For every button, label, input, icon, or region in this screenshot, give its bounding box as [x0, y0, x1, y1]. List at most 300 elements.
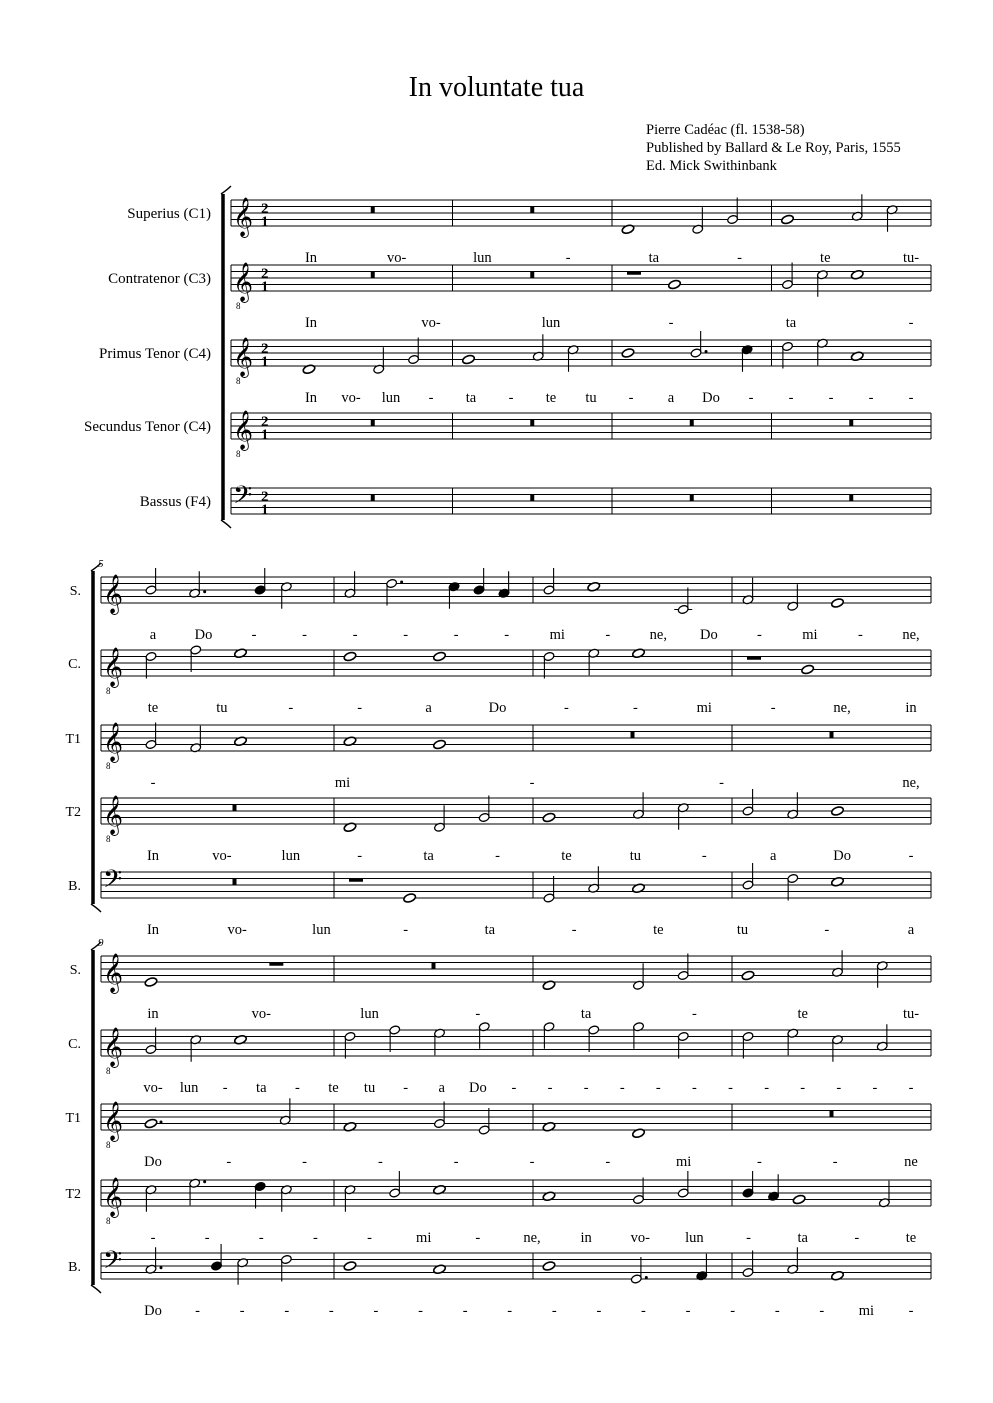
note-head — [542, 812, 556, 823]
lyric-syllable: mi — [549, 627, 565, 643]
note-head — [668, 279, 682, 290]
lyric-syllable: te — [545, 390, 557, 406]
staff-2 — [68, 1022, 931, 1096]
lyric-syllable: mi — [416, 1230, 432, 1246]
editor-credit: Ed. Mick Swithinbank — [646, 158, 777, 174]
lyric-syllable: In — [146, 848, 160, 864]
lyric-syllable: - — [453, 1154, 459, 1170]
whole-rest — [371, 420, 375, 427]
lyric-syllable: lun — [281, 848, 301, 864]
lyric-syllable: - — [403, 627, 409, 643]
time-signature-bottom: 1 — [261, 354, 269, 370]
lyric-syllable: - — [872, 1080, 878, 1096]
lyric-syllable: lun — [179, 1080, 199, 1096]
lyric-syllable: - — [854, 1230, 860, 1246]
note-head — [343, 736, 357, 747]
lyric-syllable: - — [288, 700, 294, 716]
lyric-syllable: - — [284, 1303, 290, 1319]
note-head — [302, 364, 316, 375]
voice-name: Secundus Tenor (C4) — [84, 419, 211, 435]
staff-2 — [68, 645, 931, 716]
lyric-syllable: - — [632, 700, 638, 716]
staff-5 — [140, 482, 931, 518]
lyric-syllable: Do — [699, 627, 718, 643]
lyric-syllable: - — [756, 627, 762, 643]
note-head — [781, 214, 795, 225]
lyric-syllable: Do — [144, 1154, 162, 1170]
lyric-syllable: Do — [488, 700, 507, 716]
lyric-syllable: a — [667, 390, 675, 406]
lyric-syllable: in — [580, 1230, 592, 1246]
voice-abbreviation: B. — [68, 1260, 81, 1275]
lyric-syllable: - — [908, 1080, 914, 1096]
lyric-syllable: - — [507, 1303, 513, 1319]
whole-rest — [371, 207, 375, 214]
lyric-syllable: - — [462, 1303, 468, 1319]
lyric-syllable: - — [701, 848, 707, 864]
note-head — [433, 1184, 447, 1195]
half-rest — [747, 657, 761, 660]
lyric-syllable: in — [905, 700, 917, 716]
lyric-syllable: - — [628, 390, 634, 406]
composer-credit: Pierre Cadéac (fl. 1538-58) — [646, 122, 805, 138]
lyric-syllable: - — [565, 250, 571, 266]
lyric-syllable: - — [529, 1154, 535, 1170]
whole-rest — [631, 732, 635, 739]
lyric-syllable: - — [824, 922, 830, 938]
score-title: In voluntate tua — [408, 72, 585, 103]
staff-4 — [84, 411, 931, 459]
treble-clef-icon: 𝄞 — [233, 412, 254, 449]
system-3 — [65, 937, 931, 1319]
lyric-syllable: - — [222, 1080, 228, 1096]
time-signature-bottom: 1 — [261, 279, 269, 295]
note-head — [621, 224, 635, 235]
note-head — [343, 651, 357, 662]
note-head — [462, 354, 476, 365]
lyric-syllable: - — [495, 848, 500, 864]
lyric-syllable: lun — [541, 315, 561, 331]
lyric-syllable: te — [561, 848, 572, 864]
whole-rest — [233, 879, 237, 886]
staff-4 — [65, 1171, 931, 1246]
bracket-hook-bottom — [91, 1285, 101, 1293]
lyric-syllable: ne, — [649, 627, 667, 643]
augmentation-dot — [160, 1266, 163, 1269]
lyric-syllable: - — [475, 1230, 481, 1246]
treble-clef-icon: 𝄞 — [103, 1179, 124, 1216]
lyric-syllable: - — [730, 1303, 736, 1319]
lyric-syllable: ne, — [902, 627, 920, 643]
whole-rest — [530, 420, 534, 427]
treble-clef-icon: 𝄞 — [233, 199, 254, 236]
lyric-syllable: - — [428, 390, 434, 406]
treble-clef-icon: 𝄞 — [233, 264, 254, 301]
lyric-syllable: - — [564, 700, 569, 716]
augmentation-dot — [203, 590, 206, 593]
note-head — [632, 648, 646, 659]
octave-marker: 8 — [106, 761, 111, 771]
treble-clef-icon: 𝄞 — [103, 576, 124, 613]
note-head — [831, 806, 845, 817]
lyric-syllable: - — [746, 1230, 751, 1246]
system-1 — [84, 186, 931, 528]
note-head — [542, 980, 556, 991]
treble-clef-icon: 𝄞 — [103, 649, 124, 686]
voice-abbreviation: B. — [68, 879, 81, 894]
octave-marker: 8 — [106, 686, 111, 696]
lyric-syllable: vo- — [251, 1006, 271, 1022]
lyric-syllable: lun — [381, 390, 401, 406]
lyric-syllable: - — [475, 1006, 481, 1022]
bracket-hook-bottom — [221, 520, 231, 528]
lyric-syllable: In — [304, 315, 318, 331]
note-head — [850, 269, 864, 280]
lyric-syllable: ne, — [902, 775, 920, 791]
note-head — [801, 664, 815, 675]
lyric-syllable: tu — [585, 390, 597, 406]
lyric-syllable: tu- — [902, 250, 920, 266]
note-head — [621, 348, 635, 359]
bass-clef-icon: 𝄢 — [233, 482, 253, 515]
lyric-syllable: - — [908, 390, 914, 406]
lyric-syllable: tu- — [902, 1006, 920, 1022]
lyric-syllable: - — [547, 1080, 553, 1096]
octave-marker: 8 — [236, 449, 241, 459]
note-head — [587, 581, 601, 592]
whole-rest — [690, 495, 694, 502]
lyric-syllable: a — [149, 627, 157, 643]
lyric-syllable: vo- — [227, 922, 247, 938]
treble-clef-icon: 𝄞 — [103, 1029, 124, 1066]
lyric-syllable: - — [692, 1080, 697, 1096]
lyric-syllable: ta — [484, 922, 496, 938]
voice-name: Contratenor (C3) — [108, 271, 211, 287]
note-head — [741, 970, 755, 981]
lyric-syllable: - — [668, 315, 674, 331]
voice-abbreviation: T2 — [65, 805, 81, 820]
lyric-syllable: lun — [312, 922, 331, 938]
note-head — [234, 736, 248, 747]
staff-1 — [70, 950, 931, 1022]
lyric-syllable: - — [504, 627, 510, 643]
lyric-syllable: - — [828, 390, 834, 406]
whole-rest — [432, 963, 436, 970]
voice-name: Superius (C1) — [127, 206, 211, 222]
lyric-syllable: ta — [648, 250, 660, 266]
staff-2 — [108, 263, 931, 332]
lyric-syllable: - — [551, 1303, 557, 1319]
lyric-syllable: - — [204, 1230, 210, 1246]
lyric-syllable: - — [868, 390, 874, 406]
half-rest — [269, 963, 283, 966]
note-head — [144, 1118, 158, 1129]
lyric-syllable: - — [357, 848, 363, 864]
lyric-syllable: - — [908, 848, 914, 864]
lyric-syllable: - — [150, 775, 156, 791]
voice-abbreviation: T1 — [65, 732, 81, 747]
lyric-syllable: - — [313, 1230, 318, 1246]
whole-rest — [371, 272, 375, 279]
note-head — [850, 351, 864, 362]
lyric-syllable: Do — [194, 627, 213, 643]
half-rest — [627, 272, 641, 275]
lyric-syllable: lun — [685, 1230, 704, 1246]
whole-rest — [849, 495, 853, 502]
note-head — [343, 1261, 357, 1272]
lyric-syllable: te — [820, 250, 831, 266]
time-signature-top: 2 — [261, 201, 269, 217]
augmentation-dot — [705, 350, 708, 353]
time-signature-top: 2 — [261, 266, 269, 282]
lyric-syllable: - — [692, 1006, 697, 1022]
lyric-syllable: - — [511, 1080, 517, 1096]
voice-abbreviation: S. — [69, 963, 81, 978]
whole-rest — [530, 207, 534, 214]
half-rest — [349, 879, 363, 882]
lyric-syllable: ta — [465, 390, 477, 406]
measure-number: 5 — [98, 558, 104, 570]
whole-rest — [690, 420, 694, 427]
lyric-syllable: - — [756, 1154, 762, 1170]
lyric-syllable: in — [147, 1006, 159, 1022]
lyric-syllable: - — [605, 627, 611, 643]
lyric-syllable: a — [907, 922, 915, 938]
note-head — [542, 1121, 556, 1132]
lyric-syllable: - — [302, 1154, 308, 1170]
treble-clef-icon: 𝄞 — [233, 339, 254, 376]
note-head — [343, 1121, 357, 1132]
staff-3 — [65, 723, 931, 792]
lyric-syllable: ta — [423, 848, 434, 864]
lyric-syllable: ne — [904, 1154, 918, 1170]
octave-marker: 8 — [236, 376, 241, 386]
lyric-syllable: vo- — [143, 1080, 163, 1096]
lyric-syllable: mi — [858, 1303, 875, 1319]
lyric-syllable: tu — [736, 922, 749, 938]
lyric-syllable: ne, — [523, 1230, 541, 1246]
lyric-syllable: - — [150, 1230, 156, 1246]
time-signature-bottom: 1 — [261, 502, 269, 518]
lyric-syllable: - — [226, 1154, 232, 1170]
lyric-syllable: - — [774, 1303, 780, 1319]
voice-abbreviation: C. — [68, 657, 81, 672]
lyric-syllable: - — [239, 1303, 245, 1319]
voice-abbreviation: T2 — [65, 1187, 81, 1202]
lyric-syllable: vo- — [387, 250, 407, 266]
lyric-syllable: In — [304, 250, 318, 266]
bass-clef-icon: 𝄢 — [103, 866, 123, 899]
lyric-syllable: - — [836, 1080, 842, 1096]
lyric-syllable: - — [352, 627, 358, 643]
lyric-syllable: a — [425, 700, 432, 716]
note-head — [343, 822, 357, 833]
note-head — [632, 1128, 646, 1139]
note-head — [831, 1270, 845, 1281]
lyric-syllable: a — [769, 848, 777, 864]
lyric-syllable: - — [685, 1303, 691, 1319]
measure-number: 9 — [98, 937, 104, 949]
lyric-syllable: - — [373, 1303, 379, 1319]
note-head — [144, 977, 158, 988]
lyric-syllable: te — [328, 1080, 339, 1096]
lyric-syllable: - — [788, 390, 794, 406]
lyric-syllable: - — [418, 1303, 423, 1319]
lyric-syllable: lun — [360, 1006, 379, 1022]
lyric-syllable: - — [367, 1230, 372, 1246]
time-signature-top: 2 — [261, 489, 269, 505]
time-signature-top: 2 — [261, 341, 269, 357]
staff-4 — [65, 789, 931, 864]
lyric-syllable: ta — [797, 1230, 808, 1246]
lyric-syllable: Do — [144, 1303, 162, 1319]
note-head — [831, 876, 845, 887]
whole-rest — [830, 1111, 834, 1118]
voice-abbreviation: T1 — [65, 1111, 81, 1126]
lyric-syllable: - — [737, 250, 742, 266]
lyric-syllable: - — [258, 1230, 264, 1246]
lyric-syllable: ne, — [833, 700, 851, 716]
note-head — [542, 1261, 556, 1272]
augmentation-dot — [400, 581, 403, 584]
staff-5 — [68, 1244, 931, 1319]
lyric-syllable: tu — [363, 1080, 376, 1096]
staff-1 — [127, 194, 931, 266]
whole-rest — [371, 495, 375, 502]
lyric-syllable: - — [403, 1080, 409, 1096]
note-head — [403, 893, 417, 904]
lyric-syllable: - — [728, 1080, 733, 1096]
note-head — [831, 598, 845, 609]
lyric-syllable: - — [748, 390, 754, 406]
lyric-syllable: - — [605, 1154, 611, 1170]
note-head — [234, 1034, 248, 1045]
lyric-syllable: - — [908, 1303, 914, 1319]
lyric-syllable: - — [251, 627, 257, 643]
whole-rest — [530, 272, 534, 279]
lyric-syllable: tu — [629, 848, 642, 864]
lyric-syllable: - — [770, 700, 776, 716]
octave-marker: 8 — [106, 1066, 111, 1076]
whole-rest — [849, 420, 853, 427]
lyric-syllable: vo- — [421, 315, 441, 331]
lyric-syllable: - — [377, 1154, 383, 1170]
lyric-syllable: - — [764, 1080, 770, 1096]
publisher-credit: Published by Ballard & Le Roy, Paris, 1555 — [646, 140, 901, 156]
lyric-syllable: ta — [256, 1080, 267, 1096]
lyric-syllable: Do — [833, 848, 851, 864]
treble-clef-icon: 𝄞 — [103, 1103, 124, 1140]
lyric-syllable: vo- — [212, 848, 232, 864]
lyric-syllable: Do — [468, 1080, 487, 1096]
lyric-syllable: - — [328, 1303, 334, 1319]
lyric-syllable: ta — [580, 1006, 592, 1022]
staff-1 — [70, 568, 931, 643]
lyric-syllable: mi — [696, 700, 712, 716]
whole-rest — [830, 732, 834, 739]
lyric-syllable: - — [195, 1303, 201, 1319]
system-2 — [65, 558, 931, 938]
bracket-hook-bottom — [91, 904, 101, 912]
lyric-syllable: - — [655, 1080, 661, 1096]
lyric-syllable: - — [908, 315, 914, 331]
octave-marker: 8 — [106, 834, 111, 844]
augmentation-dot — [160, 1121, 163, 1124]
note-head — [234, 648, 248, 659]
augmentation-dot — [203, 1180, 206, 1183]
bracket-hook-top — [221, 186, 231, 194]
note-head — [632, 883, 646, 894]
lyric-syllable: ta — [785, 315, 797, 331]
treble-clef-icon: 𝄞 — [103, 724, 124, 761]
lyric-syllable: - — [571, 922, 577, 938]
lyric-syllable: - — [294, 1080, 300, 1096]
note-head — [433, 1264, 447, 1275]
lyric-syllable: - — [302, 627, 308, 643]
lyric-syllable: - — [619, 1080, 625, 1096]
lyric-syllable: lun — [473, 250, 492, 266]
voice-abbreviation: S. — [69, 584, 81, 599]
lyric-syllable: vo- — [630, 1230, 650, 1246]
octave-marker: 8 — [236, 301, 241, 311]
augmentation-dot — [645, 1276, 648, 1279]
lyric-syllable: - — [508, 390, 514, 406]
lyric-syllable: te — [905, 1230, 917, 1246]
lyric-syllable: - — [800, 1080, 806, 1096]
lyric-syllable: - — [596, 1303, 602, 1319]
lyric-syllable: te — [653, 922, 664, 938]
lyric-syllable: In — [304, 390, 318, 406]
lyric-syllable: - — [529, 775, 535, 791]
lyric-syllable: te — [797, 1006, 808, 1022]
lyric-syllable: tu — [216, 700, 228, 716]
lyric-syllable: In — [146, 922, 160, 938]
lyric-syllable: - — [819, 1303, 825, 1319]
note-head — [433, 651, 447, 662]
lyric-syllable: te — [147, 700, 159, 716]
staff-3 — [65, 1098, 931, 1170]
whole-rest — [530, 495, 534, 502]
lyric-syllable: - — [357, 700, 363, 716]
voice-name: Primus Tenor (C4) — [98, 346, 211, 362]
lyric-syllable: - — [583, 1080, 589, 1096]
lyric-syllable: - — [719, 775, 724, 791]
note-head — [792, 1194, 806, 1205]
lyric-syllable: - — [453, 627, 459, 643]
whole-rest — [233, 805, 237, 812]
lyric-syllable: mi — [802, 627, 818, 643]
lyric-syllable: - — [832, 1154, 838, 1170]
time-signature-bottom: 1 — [261, 427, 269, 443]
lyric-syllable: a — [438, 1080, 445, 1096]
lyric-syllable: - — [403, 922, 409, 938]
lyric-syllable: - — [641, 1303, 646, 1319]
bass-clef-icon: 𝄢 — [103, 1247, 123, 1280]
note-head — [542, 1191, 556, 1202]
lyric-syllable: mi — [675, 1154, 692, 1170]
note-head — [433, 739, 447, 750]
lyric-syllable: Do — [702, 390, 720, 406]
voice-abbreviation: C. — [68, 1037, 81, 1052]
octave-marker: 8 — [106, 1216, 111, 1226]
lyric-syllable: - — [858, 627, 863, 643]
voice-name: Bassus (F4) — [139, 494, 211, 510]
lyric-syllable: mi — [334, 775, 351, 791]
octave-marker: 8 — [106, 1140, 111, 1150]
time-signature-top: 2 — [261, 414, 269, 430]
treble-clef-icon: 𝄞 — [103, 797, 124, 834]
time-signature-bottom: 1 — [261, 214, 269, 230]
